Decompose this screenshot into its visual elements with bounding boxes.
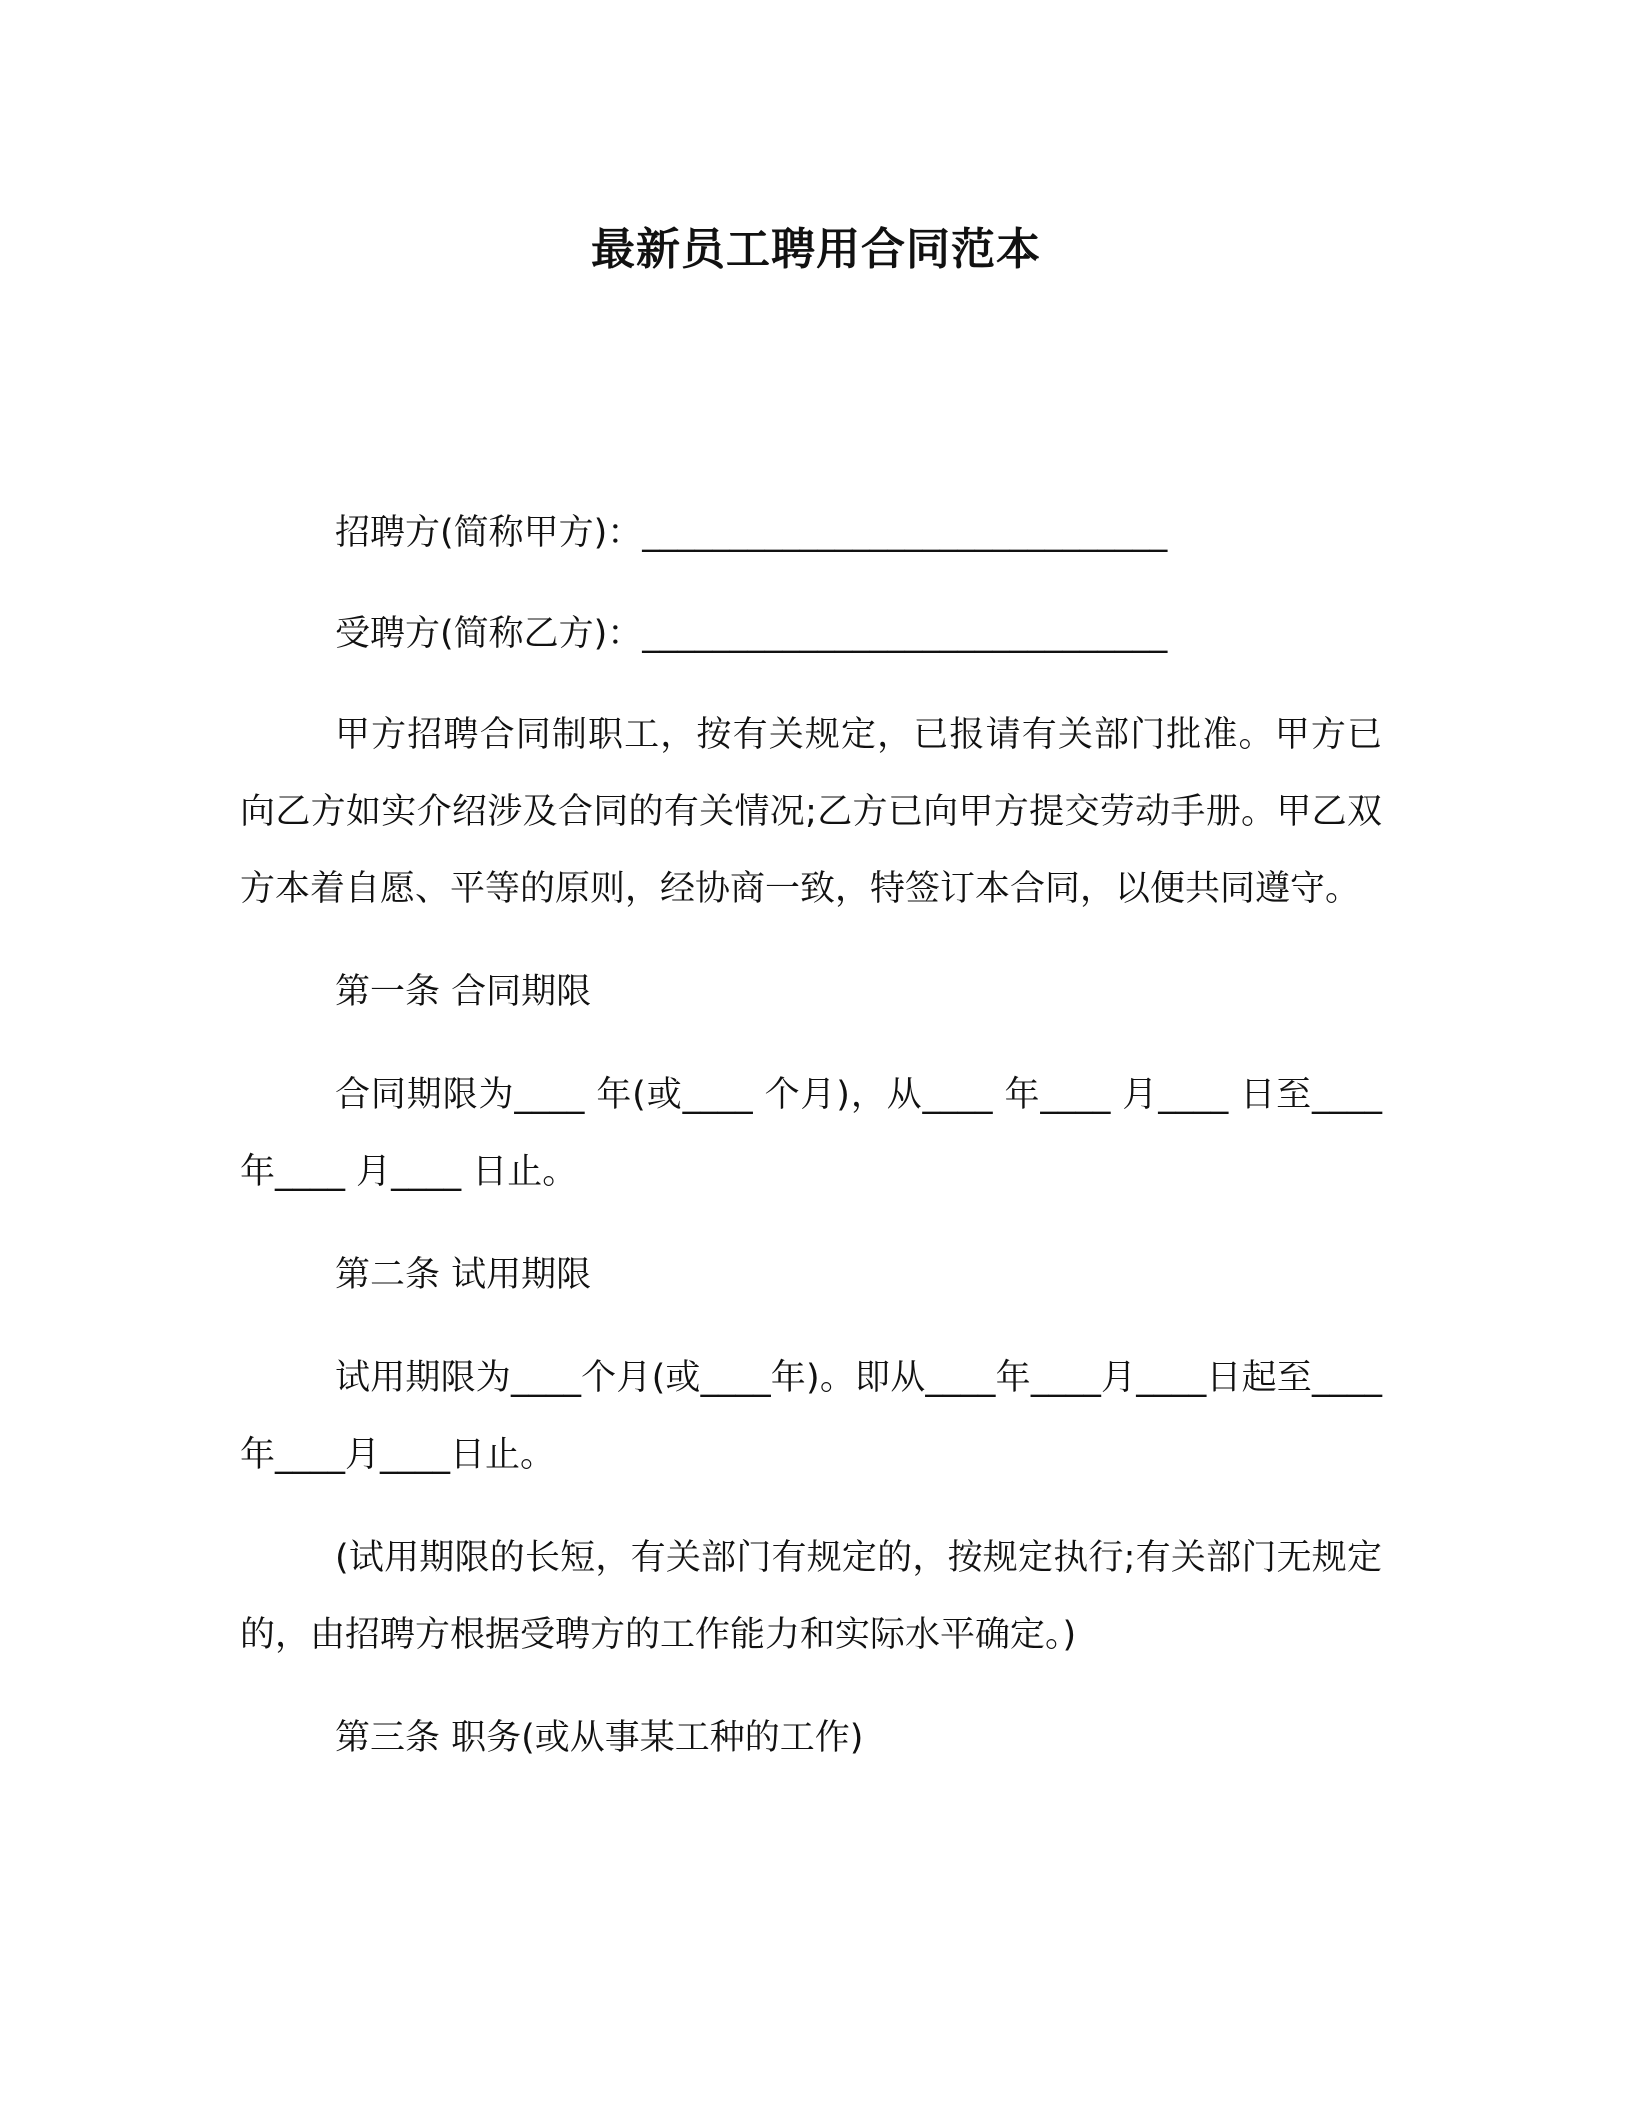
intro-paragraph: 甲方招聘合同制职工，按有关规定，已报请有关部门批准。甲方已向乙方如实介绍涉及合同的有关情况;乙方已向甲方提交劳动手册。甲乙双方本着自愿、平等的原则，经协商一致，特签订本合同，以便共同遵守。 <box>240 715 1382 909</box>
employer-line: 招聘方(简称甲方)：______________________________ <box>335 513 1168 553</box>
article-2-heading: 第二条 试用期限 <box>335 1255 592 1295</box>
article-3-heading: 第三条 职务(或从事某工种的工作) <box>335 1718 864 1758</box>
document-title: 最新员工聘用合同范本 <box>591 224 1041 275</box>
article-2-note: (试用期限的长短，有关部门有规定的，按规定执行;有关部门无规定的，由招聘方根据受聘方的工作能力和实际水平确定。) <box>240 1538 1382 1655</box>
document-body <box>240 495 1382 1777</box>
article-1-text: 合同期限为____ 年(或____ 个月)，从____ 年____ 月____ 日至____ 年____ 月____ 日止。 <box>240 1075 1382 1192</box>
article-1-heading: 第一条 合同期限 <box>335 972 592 1012</box>
employee-line: 受聘方(简称乙方)：______________________________ <box>335 614 1168 654</box>
article-2-text: 试用期限为____个月(或____年)。即从____年____月____日起至____年____月____日止。 <box>240 1358 1382 1475</box>
